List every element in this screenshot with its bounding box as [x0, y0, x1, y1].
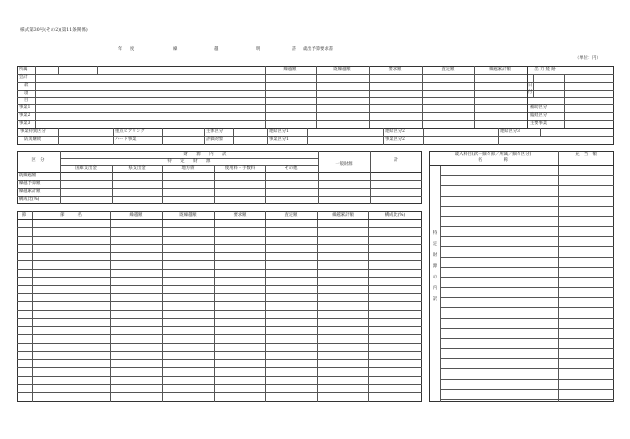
list-item	[440, 348, 614, 349]
list-item	[440, 196, 614, 197]
table-row	[17, 293, 422, 294]
row-label-jigyou1: 事業1	[19, 105, 31, 110]
table-row	[17, 285, 422, 286]
list-item	[440, 328, 614, 329]
detail-header: 査定額	[284, 213, 298, 218]
title-char: 年	[118, 47, 123, 52]
finance-subcol: その他	[284, 166, 298, 171]
table-row	[17, 260, 422, 261]
info-label: 連結区分1	[269, 129, 289, 134]
list-item	[440, 206, 614, 207]
col-header-youkyu: 要求額	[388, 67, 402, 72]
finance-ippan-header: 一般財源	[335, 162, 353, 167]
finance-kubun: 区 分	[31, 158, 45, 163]
col-header-ruikei: 繰越累計額	[489, 67, 511, 72]
table-row	[17, 343, 422, 344]
finance-zaigen-header: 財 源 内 訳	[183, 152, 227, 157]
list-item	[440, 389, 614, 390]
detail-header: 繰越累計額	[332, 213, 354, 218]
col-header-output-route: 出 力 経 路	[534, 67, 556, 72]
list-item	[440, 175, 614, 176]
detail-table	[17, 211, 422, 402]
list-item	[440, 399, 614, 400]
list-item	[440, 246, 614, 247]
date-char: 日	[528, 83, 533, 88]
finance-kei-header: 計	[393, 158, 399, 163]
table-row	[17, 277, 422, 278]
table-row	[17, 359, 422, 360]
row-label-jigyou2: 事業2	[19, 113, 31, 118]
finance-row-label: 繰越予算額	[19, 181, 41, 186]
table-row	[17, 334, 422, 335]
info-label: 評価対象	[206, 137, 224, 142]
detail-header: 節	[21, 213, 27, 218]
label-rinkei-kubun: 臨経区分	[530, 113, 548, 118]
table-row	[17, 301, 422, 302]
finance-subcol: 国庫支出金	[75, 166, 97, 171]
list-item	[440, 216, 614, 217]
table-row	[17, 318, 422, 319]
vertical-label: 特 定 財 源 の 内 訳	[432, 231, 438, 302]
list-item	[440, 358, 614, 359]
title-char: 明	[256, 47, 261, 52]
detail-header-rule	[17, 219, 422, 220]
info-label: 連結区分2	[385, 129, 405, 134]
list-item	[440, 338, 614, 339]
info-label: 防災継続	[24, 137, 42, 142]
row-label-shozoku: 所属	[19, 67, 28, 72]
label-hojo-kubun: 補助区分	[530, 105, 548, 110]
title-char: 度	[130, 47, 135, 52]
finance-row-label: 既繰越額	[19, 173, 37, 178]
col-header-kurikoshi: 繰越額	[283, 67, 297, 72]
finance-subcol: 使用料・手数料	[224, 166, 256, 171]
title-char: 許	[292, 47, 297, 52]
finance-row-label: 繰越累計額	[19, 189, 41, 194]
detail-header: 繰越額	[129, 213, 143, 218]
list-item	[440, 318, 614, 319]
info-label: 事業区分1	[269, 137, 289, 142]
form-number: 様式第30号(その2)(第11条関係)	[20, 28, 88, 33]
money-header: 充 当 額	[575, 152, 597, 157]
table-row	[17, 227, 422, 228]
finance-subcol: 地方債	[181, 166, 195, 171]
info-label: 事業区分2	[385, 137, 405, 142]
list-item	[440, 185, 614, 186]
title-char: 繰	[173, 47, 178, 52]
col-header-satei: 査定額	[441, 67, 455, 72]
row-label-jigyou3: 事業3	[19, 121, 31, 126]
list-item	[440, 307, 614, 308]
finance-row-label: 構成比(%)	[19, 197, 40, 202]
list-item	[440, 267, 614, 268]
table-row	[17, 326, 422, 327]
row-label-kaikei: 会計	[19, 75, 28, 80]
finance-tokutei-header: 特 定 財 源	[167, 159, 211, 164]
list-item	[440, 379, 614, 380]
revenue-header: 歳入科目(款－細々節／所属／細々区分)	[454, 152, 532, 157]
label-shuyou-jigyou: 主要事業	[530, 121, 548, 126]
info-label: 連結区分3	[500, 129, 520, 134]
info-label: 事業特異区分	[20, 129, 46, 134]
info-label: 重点ヒアリング	[115, 129, 145, 134]
list-item	[440, 277, 614, 278]
table-row	[17, 367, 422, 368]
list-item	[440, 297, 614, 298]
date-char: 付	[528, 90, 533, 95]
table-row	[17, 252, 422, 253]
table-row	[17, 269, 422, 270]
detail-header: 既繰越額	[179, 213, 197, 218]
info-label: 主体区分	[206, 129, 224, 134]
unit-label: （単位：円）	[575, 56, 601, 61]
list-item	[440, 226, 614, 227]
table-row	[17, 310, 422, 311]
info-label: ハード事業	[115, 137, 137, 142]
list-item	[440, 236, 614, 237]
col-header-kikurikoshi: 既繰越額	[333, 67, 351, 72]
name-header: 名 称	[477, 158, 509, 163]
title-char: 越	[214, 47, 219, 52]
list-item	[440, 368, 614, 369]
table-row	[17, 351, 422, 352]
finance-subcol: 県支出金	[128, 166, 146, 171]
detail-header: 構成比(%)	[384, 213, 406, 218]
table-row	[17, 392, 422, 393]
table-row	[17, 244, 422, 245]
row-label-moku: 目	[24, 98, 29, 103]
row-label-kan: 款	[24, 83, 29, 88]
detail-header: 要求額	[233, 213, 247, 218]
table-row	[17, 236, 422, 237]
list-item	[440, 287, 614, 288]
row-label-kou: 項	[24, 91, 29, 96]
table-row	[17, 384, 422, 385]
detail-header: 節 名	[60, 213, 82, 218]
document-title: 歳出予算要求書	[303, 47, 334, 52]
list-item	[440, 257, 614, 258]
table-row	[17, 376, 422, 377]
